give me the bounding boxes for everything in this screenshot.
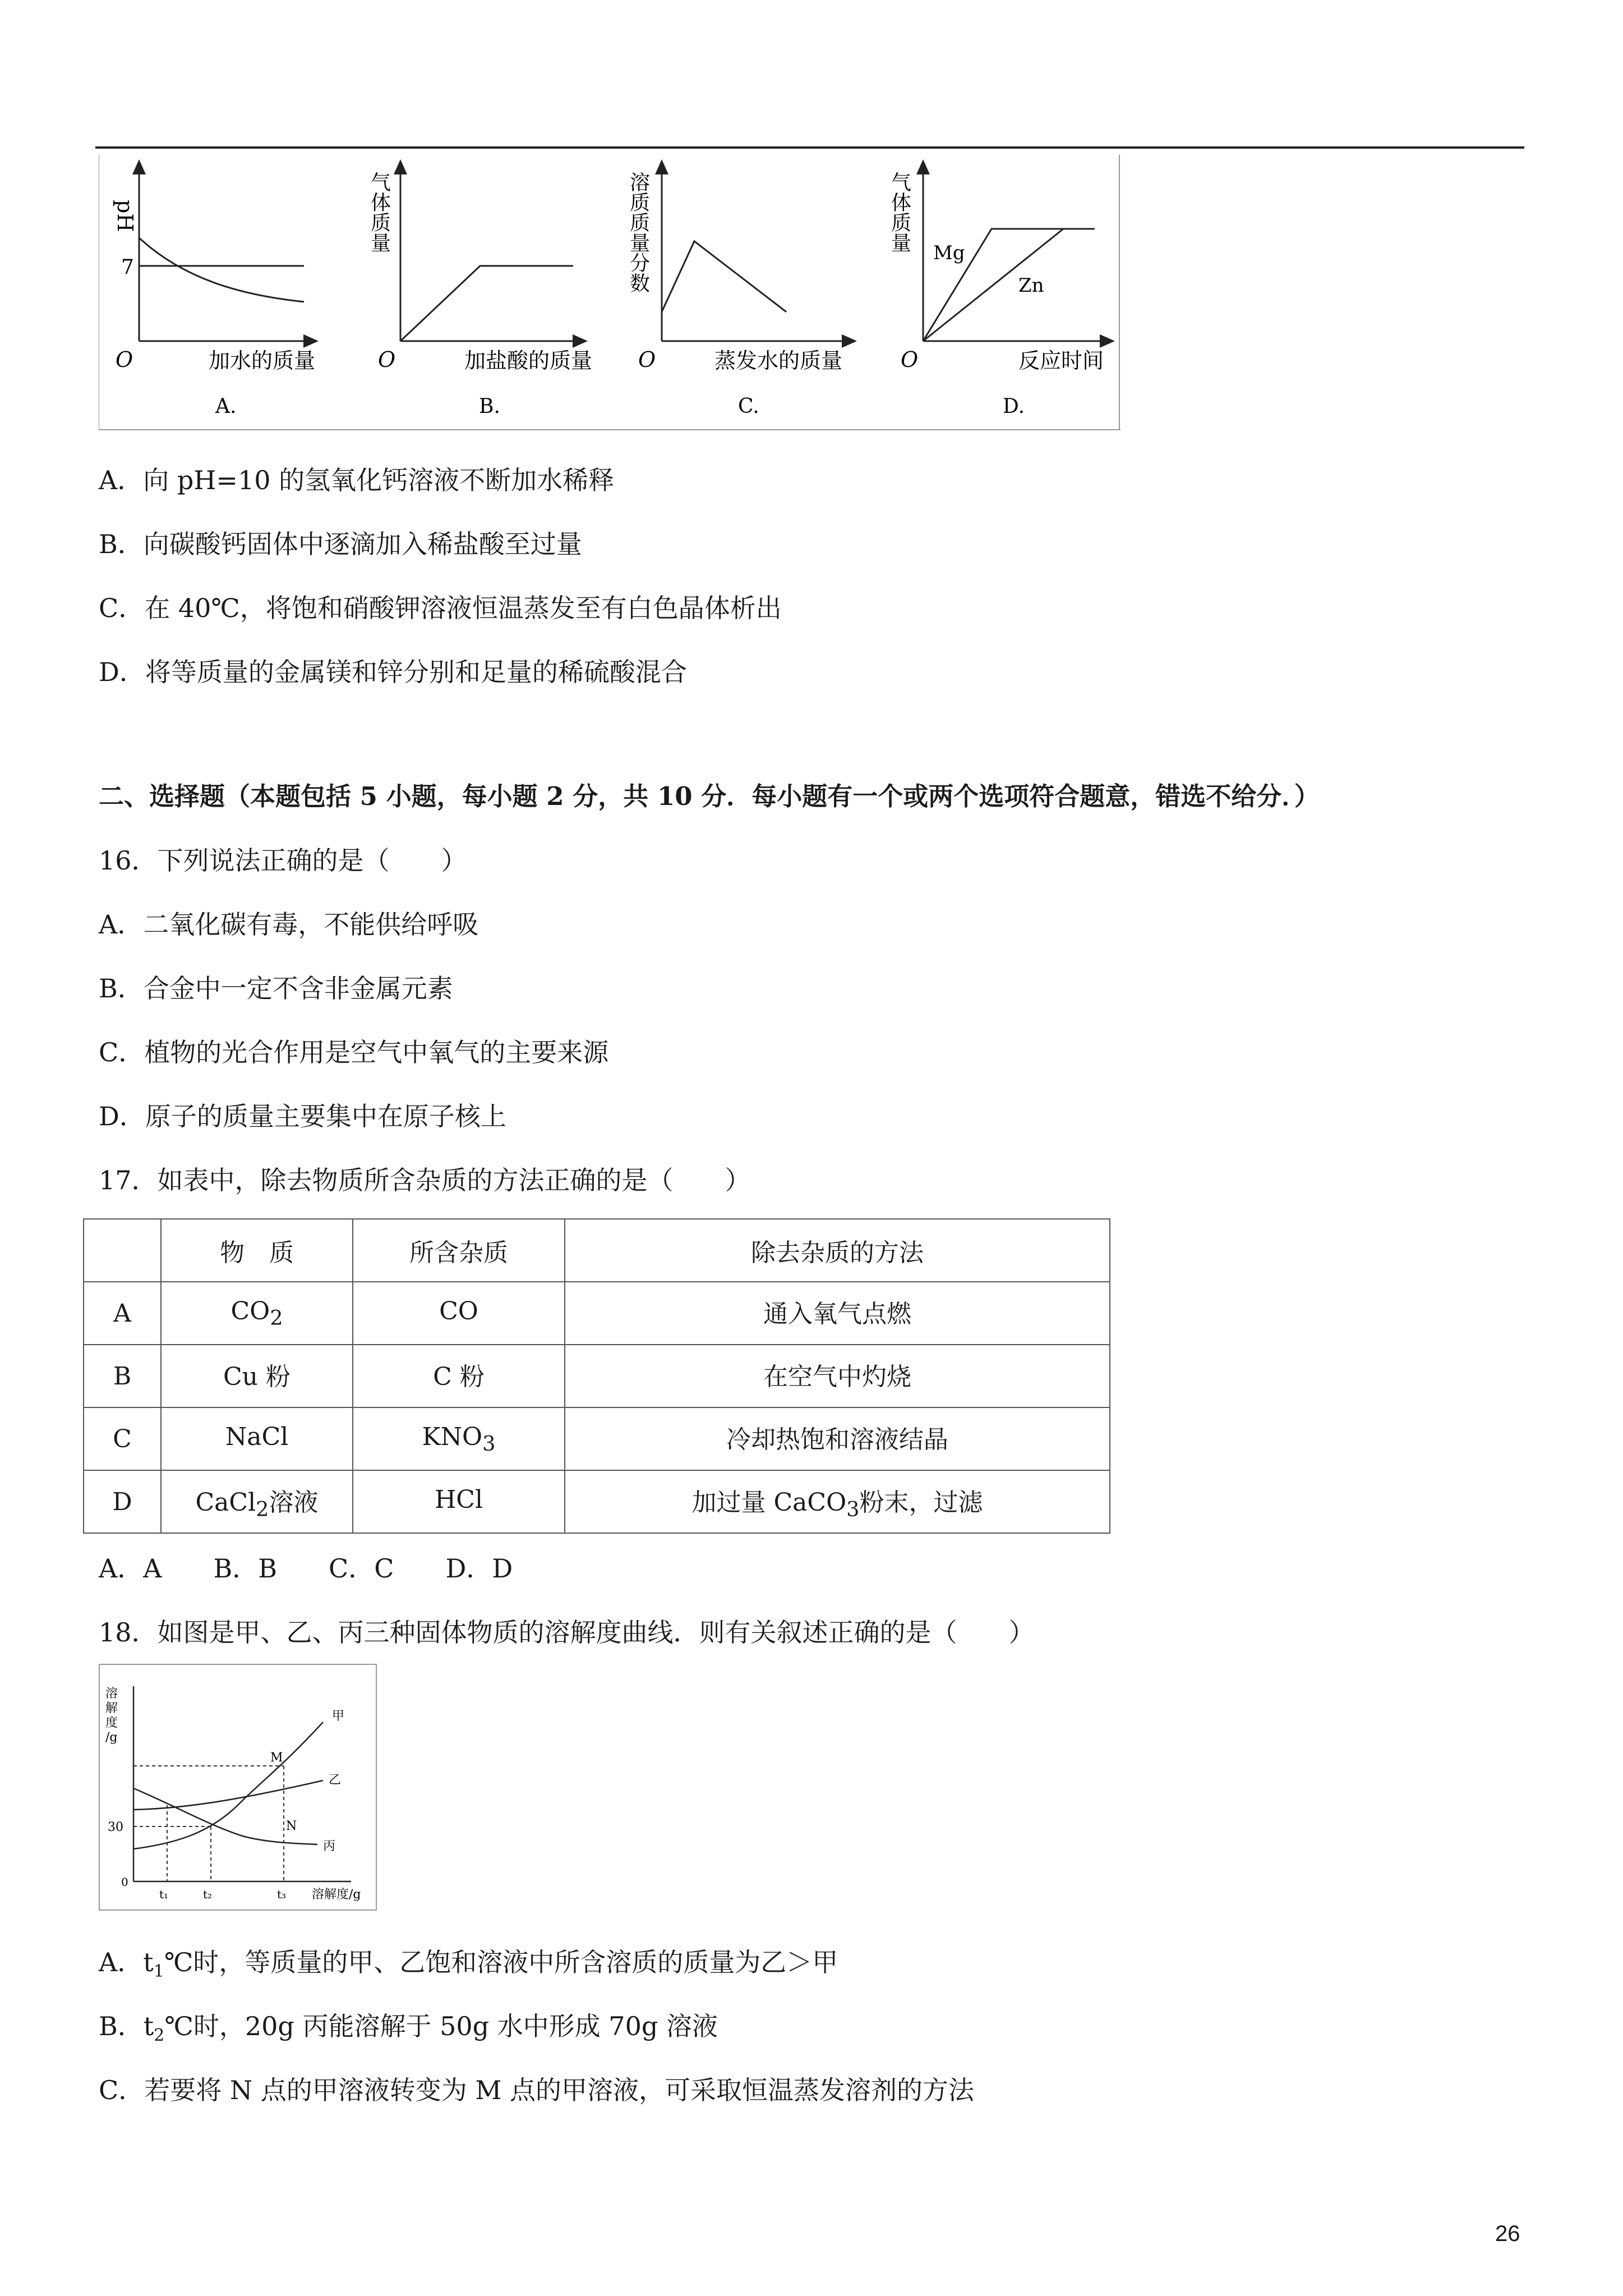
section-2-heading: 二、选择题（本题包括 5 小题，每小题 2 分，共 10 分．每小题有一个或两个选项符合题意，错选不给分．）: [99, 781, 1320, 811]
sol-t1: t₁: [159, 1888, 169, 1901]
row-method: 加过量 CaCO$_3$粉末，过滤: [565, 1470, 1110, 1533]
graph-d-label-zn: Zn: [1018, 274, 1044, 297]
graph-c-xlabel: 蒸发水的质量: [714, 348, 843, 373]
row-impurity: HCl: [353, 1470, 565, 1533]
q18-option-c: C．若要将 N 点的甲溶液转变为 M 点的甲溶液，可采取恒温蒸发溶剂的方法: [99, 2075, 975, 2105]
graph-d-origin: O: [901, 347, 919, 372]
graph-c-ylabel: 溶质质量分数: [626, 172, 650, 293]
graph-b-origin: O: [378, 347, 396, 372]
sol-ylabel-1: 溶: [105, 1687, 118, 1701]
q16-option-b: B．合金中一定不含非金属元素: [99, 973, 453, 1004]
graph-b-xlabel: 加盐酸的质量: [464, 348, 593, 373]
graph-b: [368, 166, 593, 418]
row-method: 通入氧气点燃: [565, 1282, 1110, 1345]
table-row: [84, 1470, 1110, 1533]
sol-ylabel-2: 解: [105, 1701, 118, 1715]
row-impurity: $KNO_3$: [353, 1407, 565, 1470]
table-row: [84, 1282, 1110, 1345]
graph-d-label-mg: Mg: [933, 242, 965, 264]
row-method: 冷却热饱和溶液结晶: [565, 1407, 1110, 1470]
q18-option-a: A．$t_1℃$时，等质量的甲、乙饱和溶液中所含溶质的质量为乙＞甲: [99, 1947, 838, 1982]
row-impurity: CO: [353, 1282, 565, 1345]
graph-a-caption: A.: [215, 395, 237, 418]
table-row: [84, 1345, 1110, 1407]
table-header-substance: 物 质: [161, 1219, 353, 1282]
q18-option-b: B．$t_2℃$时，20g 丙能溶解于 50g 水中形成 70g 溶液: [99, 2011, 718, 2046]
row-substance: Cu 粉: [161, 1345, 353, 1407]
row-label: C: [84, 1407, 161, 1470]
sol-label-n: N: [286, 1819, 297, 1833]
graph-c-origin: O: [638, 347, 656, 372]
sol-ylabel-4: /g: [105, 1731, 118, 1745]
q16-option-a: A．二氧化碳有毒，不能供给呼吸: [99, 909, 479, 940]
sol-t3: t₃: [277, 1888, 287, 1901]
graph-a-ylabel: pH: [113, 200, 137, 232]
sol-label-bing: 丙: [323, 1839, 336, 1853]
graph-a-origin: O: [116, 347, 133, 372]
row-substance: CaCl$_2$溶液: [161, 1470, 353, 1533]
table-header-method: 除去杂质的方法: [565, 1219, 1110, 1282]
graph-c-caption: C.: [738, 395, 759, 418]
q16-option-c: C．植物的光合作用是空气中氧气的主要来源: [99, 1037, 609, 1068]
row-label: A: [84, 1282, 161, 1345]
q16-option-d: D．原子的质量主要集中在原子核上: [99, 1101, 506, 1131]
table-row: [84, 1407, 1110, 1470]
sol-ylabel-3: 度: [105, 1716, 118, 1730]
sol-origin: 0: [121, 1875, 128, 1889]
page-number: 26: [1495, 2221, 1520, 2246]
row-label: D: [84, 1470, 161, 1533]
graph-d: [888, 166, 1109, 418]
graph-d-ylabel: 气体质量: [888, 172, 911, 252]
table-header-row: [84, 1219, 1110, 1282]
sol-label-yi: 乙: [329, 1773, 342, 1787]
q15-option-d: D．将等质量的金属镁和锌分别和足量的稀硫酸混合: [99, 657, 687, 687]
table-header-blank: [84, 1219, 161, 1282]
sol-label-m: M: [270, 1751, 283, 1765]
graph-d-caption: D.: [1003, 395, 1025, 418]
row-label: B: [84, 1345, 161, 1407]
q17-stem: 17．如表中，除去物质所含杂质的方法正确的是（ ）: [99, 1165, 751, 1195]
row-substance: NaCl: [161, 1407, 353, 1470]
graph-a: [113, 166, 315, 418]
q17-answers: A．A B．B C．C D．D: [99, 1553, 513, 1584]
q18-stem: 18．如图是甲、乙、丙三种固体物质的溶解度曲线．则有关叙述正确的是（ ）: [99, 1617, 1035, 1648]
graph-c: [627, 166, 851, 418]
graph-a-xlabel: 加水的质量: [209, 348, 316, 373]
header-rule: [95, 146, 1524, 149]
q15-option-c: C．在 40℃，将饱和硝酸钾溶液恒温蒸发至有白色晶体析出: [99, 593, 782, 623]
graph-b-caption: B.: [479, 395, 500, 418]
graph-d-xlabel: 反应时间: [1018, 348, 1104, 373]
q15-option-b: B．向碳酸钙固体中逐滴加入稀盐酸至过量: [99, 529, 582, 559]
table-header-impurity: 所含杂质: [353, 1219, 565, 1282]
q16-stem: 16．下列说法正确的是（ ）: [99, 845, 467, 876]
sol-xlabel: 溶解度/g: [312, 1888, 361, 1902]
sol-t2: t₂: [203, 1888, 213, 1901]
q17-table: [83, 1218, 1110, 1534]
solubility-graph: [99, 1664, 377, 1911]
curve-yi: [133, 1780, 323, 1810]
row-impurity: C 粉: [353, 1345, 565, 1407]
sol-label-jia: 甲: [332, 1709, 345, 1723]
row-substance: $CO_2$: [161, 1282, 353, 1345]
graph-a-tick: 7: [121, 256, 134, 279]
question-15-graphs: [99, 155, 1121, 431]
q15-option-a: A．向 pH=10 的氢氧化钙溶液不断加水稀释: [99, 465, 615, 495]
row-method: 在空气中灼烧: [565, 1345, 1110, 1407]
graph-b-ylabel: 气体质量: [367, 172, 391, 252]
sol-tick-30: 30: [108, 1820, 123, 1834]
